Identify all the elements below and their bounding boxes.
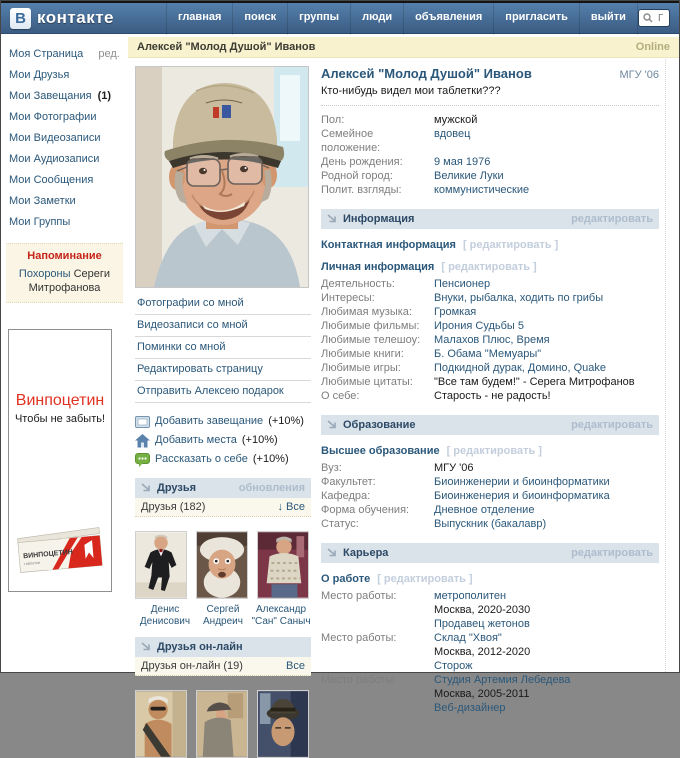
my-page-link[interactable]: Моя Страница: [9, 48, 84, 60]
job-position-link[interactable]: Веб-дизайнер: [434, 702, 506, 714]
info-section-header: [321, 209, 659, 229]
field-row-games: Любимые игры: Подкидной дурак, Домино, Quake: [321, 362, 607, 374]
page-title-bar: [128, 37, 679, 58]
contact-edit-link[interactable]: [ редактировать ]: [462, 239, 559, 251]
vkontakte-logo[interactable]: [10, 8, 114, 29]
divider: [321, 105, 659, 106]
ad-title: Винпоцетин: [15, 392, 105, 409]
personal-edit-link[interactable]: [ редактировать ]: [441, 261, 537, 273]
sidebar-item-friends: [9, 65, 124, 86]
field-row-interests: Интересы: Внуки, рыбалка, ходить по грибы: [321, 292, 604, 304]
sidebar-item-notes: [9, 191, 124, 212]
sidebar-item-videos: [9, 128, 124, 149]
menu-item-wakes-with-me: [135, 337, 311, 359]
friend-photo-denis[interactable]: [135, 531, 187, 599]
reminder-box: [6, 243, 123, 303]
job-location: Москва, 2005-2011: [434, 688, 530, 700]
sidebar-item-photos: [9, 107, 124, 128]
friends-online-section-header: [135, 637, 311, 657]
friends-count: Друзья (182): [141, 501, 206, 513]
ad-subtitle: Чтобы не забыть!: [14, 413, 106, 425]
profile-photo[interactable]: [135, 66, 309, 288]
promo-add-testament: [135, 412, 311, 431]
job-company-link[interactable]: метрополитен: [434, 590, 507, 602]
online-friend-photo[interactable]: [196, 690, 248, 758]
wakes-with-me-link[interactable]: Поминки со мной: [137, 341, 226, 353]
online-friend-photo[interactable]: [135, 690, 187, 758]
friends-online-count: Друзья он-лайн (19): [141, 660, 243, 672]
job-row: Место работы: метрополитен Москва, 2020-2030 Продавец жетонов: [321, 590, 531, 630]
promo-add-places: [135, 431, 311, 450]
friends-all-link[interactable]: ↓ Все: [277, 501, 305, 513]
field-row-university: Вуз: МГУ '06: [321, 462, 474, 474]
nav-item-logout[interactable]: выйти: [579, 2, 638, 35]
friends-section-title: Друзья: [157, 482, 197, 494]
nav-item-people[interactable]: люди: [350, 2, 403, 35]
sidebar-link[interactable]: Мои Друзья: [9, 69, 70, 81]
job-row: Место работы: Склад "Хвоя" Москва, 2012-2020 Сторож: [321, 632, 531, 672]
online-friend-photo[interactable]: [257, 690, 309, 758]
career-section-title: Карьера: [343, 547, 389, 559]
sidebar-link[interactable]: Мои Заметки: [9, 195, 76, 207]
tell-about-self-link[interactable]: Рассказать о себе: [155, 453, 248, 465]
my-page-edit-link[interactable]: ред.: [98, 48, 120, 60]
friend-photo-sergey[interactable]: [196, 531, 248, 599]
promo-links: [135, 412, 311, 469]
friends-online-all-link[interactable]: Все: [286, 660, 305, 672]
send-gift-link[interactable]: Отправить Алексею подарок: [137, 385, 284, 397]
field-row-books: Любимые книги: Б. Обама "Мемуары": [321, 348, 542, 360]
logo-text: контакте: [37, 8, 115, 27]
sidebar-item-groups: [9, 212, 124, 233]
collapse-arrow-icon[interactable]: [327, 214, 338, 224]
logo-icon: В: [10, 8, 31, 29]
reminder-text: [10, 267, 119, 295]
main-area: [128, 37, 679, 714]
funeral-link[interactable]: Похороны: [18, 268, 71, 280]
search-box[interactable]: [638, 9, 670, 27]
education-section-header: [321, 415, 659, 435]
field-row-study-form: Форма обучения: Дневное отделение: [321, 504, 535, 516]
reminder-title: Напоминание: [27, 250, 102, 262]
field-row-edu-status: Статус: Выпускник (бакалавр): [321, 518, 547, 530]
higher-education-heading: Высшее образование [ редактировать ]: [321, 445, 542, 457]
sidebar-item-audios: [9, 149, 124, 170]
field-row-activity: Деятельность: Пенсионер: [321, 278, 491, 290]
profile-status: Кто-нибудь видел мои таблетки???: [321, 85, 501, 97]
sidebar-link[interactable]: Мои Видеозаписи: [9, 132, 101, 144]
top-nav: [1, 1, 679, 34]
job-position-link[interactable]: Сторож: [434, 660, 473, 672]
contact-info-heading: Контактная информация [ редактировать ]: [321, 239, 559, 251]
job-company-link[interactable]: Студия Артемия Лебедева: [434, 674, 571, 686]
profile-left-column: [135, 66, 311, 758]
menu-item-videos-with-me: [135, 315, 311, 337]
sidebar-link[interactable]: Мои Фотографии: [9, 111, 97, 123]
job-row: Место работы: Студия Артемия Лебедева Москва, 2005-2011 Веб-дизайнер: [321, 674, 571, 714]
friend-name: Денис Денисович: [139, 604, 191, 627]
testament-icon: [135, 416, 150, 428]
field-row-hometown: Родной город: Великие Луки: [321, 170, 504, 182]
sidebar-link[interactable]: Мои Сообщения: [9, 174, 94, 186]
bonus-label: (+10%): [268, 415, 304, 427]
friends-count-bar: [135, 498, 311, 517]
sidebar-item-my-page: [9, 44, 124, 65]
profile-info-column: [321, 66, 659, 758]
sidebar-link[interactable]: Мои Группы: [9, 216, 71, 228]
university-badge[interactable]: МГУ '06: [619, 69, 659, 81]
personal-info-heading: Личная информация [ редактировать ]: [321, 261, 537, 273]
medicine-box-image: [13, 521, 107, 577]
ad-box-label: ВИНПОЦЕТИН: [22, 548, 74, 561]
friends-section-header: [135, 478, 311, 498]
career-sub-edit-link[interactable]: [ редактировать ]: [377, 573, 473, 585]
menu-item-edit-page: [135, 359, 311, 381]
nav-item-search[interactable]: поиск: [232, 2, 287, 35]
menu-item-send-gift: [135, 381, 311, 403]
education-sub-edit-link[interactable]: [ редактировать ]: [446, 445, 542, 457]
field-row-gender: Пол: мужской: [321, 114, 478, 126]
reminder-rest: Сереги Митрофанова: [28, 268, 111, 294]
friends-online-count-bar: [135, 657, 311, 676]
speech-bubble-icon: [135, 453, 150, 467]
nav-item-groups[interactable]: группы: [287, 2, 350, 35]
field-row-about: О себе: Старость - не радость!: [321, 390, 551, 402]
videos-with-me-link[interactable]: Видеозаписи со мной: [137, 319, 248, 331]
profile-name: Алексей "Молод Душой" Иванов: [321, 66, 532, 81]
sidebar-item-messages: [9, 170, 124, 191]
field-row-tvshows: Любимые телешоу: Малахов Плюс, Время: [321, 334, 550, 346]
field-row-music: Любимая музыка: Громкая: [321, 306, 477, 318]
job-location: Москва, 2012-2020: [434, 646, 531, 658]
friends-photo-row: [135, 531, 311, 599]
info-edit-link[interactable]: редактировать: [571, 213, 653, 225]
bonus-label: (+10%): [252, 453, 289, 465]
testaments-count-badge: (1): [97, 90, 112, 102]
promo-tell-about-self: [135, 450, 311, 469]
field-row-political: Полит. взгляды: коммунистические: [321, 184, 530, 196]
field-row-faculty: Факультет: Биоинженерии и биоинформатики: [321, 476, 610, 488]
advertisement[interactable]: [8, 329, 112, 592]
sidebar-link[interactable]: Мои Аудиозаписи: [9, 153, 100, 165]
photos-with-me-link[interactable]: Фотографии со мной: [137, 297, 244, 309]
job-position-link[interactable]: Продавец жетонов: [434, 618, 530, 630]
nav-item-invite[interactable]: пригласить: [493, 2, 579, 35]
field-row-birthday: День рождения: 9 мая 1976: [321, 156, 491, 168]
collapse-arrow-icon[interactable]: [327, 420, 338, 430]
job-location: Москва, 2020-2030: [434, 604, 531, 616]
about-work-heading: О работе [ редактировать ]: [321, 573, 473, 585]
collapse-arrow-icon[interactable]: [141, 642, 152, 652]
add-testament-link[interactable]: Добавить завещание: [155, 415, 264, 427]
sidebar-item-testaments: [9, 86, 124, 107]
sidebar-link[interactable]: Мои Завещания: [9, 90, 92, 102]
profile-actions-menu: [135, 293, 311, 403]
nav-menu: [166, 2, 638, 35]
nav-item-ads[interactable]: объявления: [403, 2, 493, 35]
house-icon: [135, 434, 150, 448]
friends-updates-link[interactable]: обновления: [238, 482, 305, 494]
field-row-department: Кафедра: Биоинженерия и биоинформатика: [321, 490, 610, 502]
job-company-link[interactable]: Склад "Хвоя": [434, 632, 502, 644]
friends-online-photo-row: [135, 690, 311, 758]
edit-page-link[interactable]: Редактировать страницу: [137, 363, 263, 375]
right-dotted-divider: [665, 59, 666, 672]
info-section-title: Информация: [343, 213, 415, 225]
friend-name: Александр "Сан" Саныч: [251, 604, 311, 627]
friends-online-title: Друзья он-лайн: [157, 641, 243, 653]
field-row-movies: Любимые фильмы: Ирония Судьбы 5: [321, 320, 524, 332]
friend-name: Сергей Андреич: [203, 604, 243, 627]
search-input[interactable]: [656, 12, 665, 25]
education-section-title: Образование: [343, 419, 416, 431]
menu-item-photos-with-me: [135, 293, 311, 315]
add-places-link[interactable]: Добавить места: [155, 434, 237, 446]
friend-photo-alexander[interactable]: [257, 531, 309, 599]
field-row-quotes: Любимые цитаты: "Все там будем!" - Серега Митрофанов: [321, 376, 635, 388]
nav-item-main[interactable]: главная: [166, 2, 232, 35]
career-edit-link[interactable]: редактировать: [571, 547, 653, 559]
education-edit-link[interactable]: редактировать: [571, 419, 653, 431]
collapse-arrow-icon[interactable]: [327, 548, 338, 558]
search-icon: [643, 13, 653, 23]
career-section-header: [321, 543, 659, 563]
online-status-badge: Online: [635, 41, 670, 53]
collapse-arrow-icon[interactable]: [141, 483, 152, 493]
friends-names-row: [135, 604, 311, 628]
svg-text:таблетки: таблетки: [23, 559, 41, 567]
page-title: Алексей "Молод Душой" Иванов: [137, 41, 316, 53]
bonus-label: (+10%): [241, 434, 278, 446]
field-row-marital: Семейное положение: вдовец: [321, 128, 471, 154]
left-sidebar: [1, 37, 128, 672]
